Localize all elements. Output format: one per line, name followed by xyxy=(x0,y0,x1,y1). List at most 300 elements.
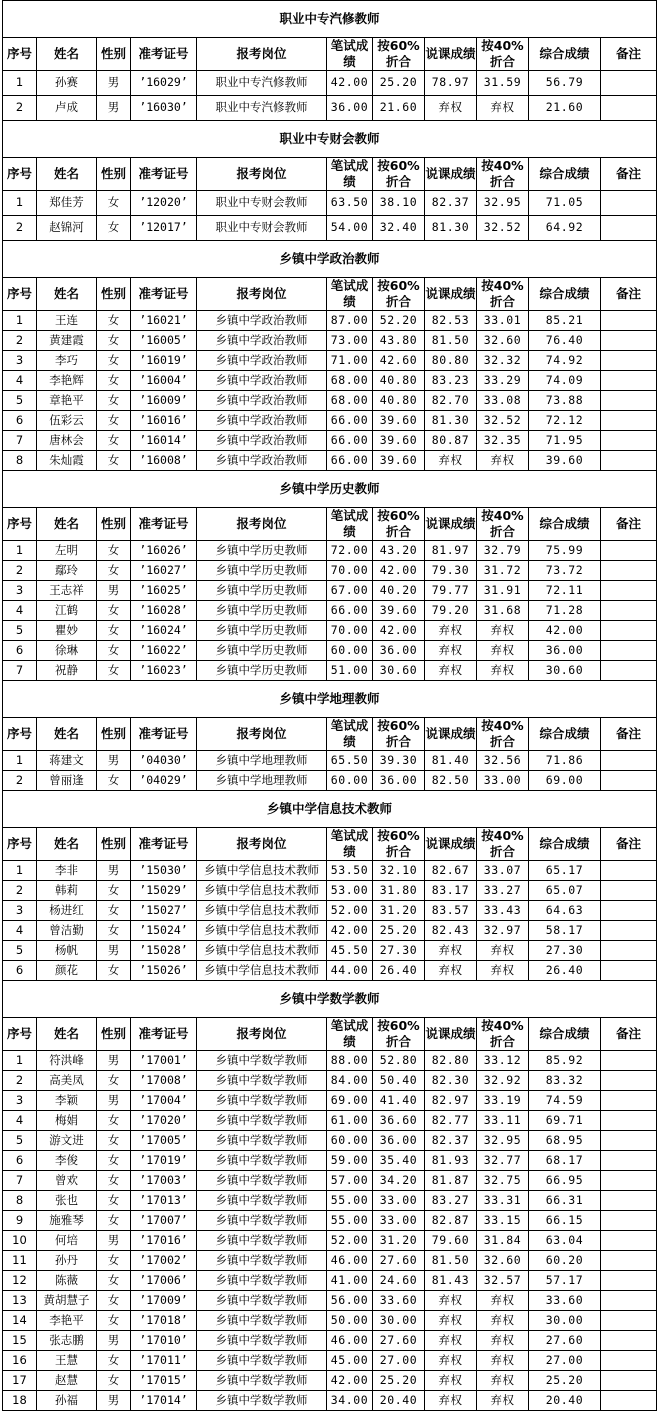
table-row xyxy=(3,216,657,241)
row-gender: 女 xyxy=(97,311,131,331)
row-lecture-score: 82.97 xyxy=(425,1091,477,1111)
table-row xyxy=(3,451,657,471)
row-lecture-40pct: 32.92 xyxy=(477,1071,529,1091)
row-position: 职业中专财会教师 xyxy=(197,216,327,241)
row-name: 王连 xyxy=(37,311,97,331)
row-total-score: 42.00 xyxy=(529,621,601,641)
row-ticket: ’15024’ xyxy=(131,921,197,941)
row-position: 职业中专财会教师 xyxy=(197,191,327,216)
row-total-score: 27.60 xyxy=(529,1331,601,1351)
row-total-score: 85.21 xyxy=(529,311,601,331)
section-title-row xyxy=(3,981,657,1018)
table-row xyxy=(3,881,657,901)
table-row xyxy=(3,861,657,881)
section-title-row xyxy=(3,241,657,278)
row-written-60pct: 31.20 xyxy=(373,1231,425,1251)
row-position: 乡镇中学数学教师 xyxy=(197,1291,327,1311)
row-gender: 女 xyxy=(97,881,131,901)
row-total-score: 83.32 xyxy=(529,1071,601,1091)
row-ticket: ’17008’ xyxy=(131,1071,197,1091)
header-lecture-score: 说课成绩 xyxy=(425,718,477,751)
header-remark: 备注 xyxy=(601,1018,657,1051)
row-gender: 女 xyxy=(97,641,131,661)
row-written-60pct: 39.60 xyxy=(373,451,425,471)
row-total-score: 69.00 xyxy=(529,771,601,791)
row-total-score: 66.15 xyxy=(529,1211,601,1231)
row-gender: 男 xyxy=(97,1231,131,1251)
row-written-60pct: 31.20 xyxy=(373,901,425,921)
section-title: 乡镇中学地理教师 xyxy=(3,681,657,718)
row-position: 乡镇中学信息技术教师 xyxy=(197,901,327,921)
row-total-score: 26.40 xyxy=(529,961,601,981)
section-table xyxy=(2,0,657,121)
header-name: 姓名 xyxy=(37,828,97,861)
row-seq: 6 xyxy=(3,411,37,431)
row-remark xyxy=(601,1251,657,1271)
row-seq: 8 xyxy=(3,451,37,471)
table-row xyxy=(3,1291,657,1311)
row-written-60pct: 31.80 xyxy=(373,881,425,901)
row-written-score: 36.00 xyxy=(327,96,373,121)
header-position: 报考岗位 xyxy=(197,718,327,751)
row-gender: 女 xyxy=(97,661,131,681)
row-position: 乡镇中学历史教师 xyxy=(197,601,327,621)
row-written-60pct: 35.40 xyxy=(373,1151,425,1171)
row-written-score: 66.00 xyxy=(327,601,373,621)
row-written-score: 55.00 xyxy=(327,1191,373,1211)
row-name: 徐琳 xyxy=(37,641,97,661)
row-position: 乡镇中学数学教师 xyxy=(197,1051,327,1071)
header-row xyxy=(3,508,657,541)
row-seq: 6 xyxy=(3,1151,37,1171)
row-lecture-40pct: 弃权 xyxy=(477,1351,529,1371)
row-name: 韩莉 xyxy=(37,881,97,901)
row-written-60pct: 24.60 xyxy=(373,1271,425,1291)
row-seq: 7 xyxy=(3,431,37,451)
row-position: 乡镇中学数学教师 xyxy=(197,1351,327,1371)
row-written-60pct: 30.00 xyxy=(373,1311,425,1331)
row-ticket: ’17011’ xyxy=(131,1351,197,1371)
row-name: 伍彩云 xyxy=(37,411,97,431)
row-ticket: ’16008’ xyxy=(131,451,197,471)
table-row xyxy=(3,621,657,641)
row-gender: 男 xyxy=(97,1051,131,1071)
row-seq: 15 xyxy=(3,1331,37,1351)
row-position: 职业中专汽修教师 xyxy=(197,96,327,121)
row-seq: 7 xyxy=(3,1171,37,1191)
row-written-score: 60.00 xyxy=(327,641,373,661)
header-lecture-40pct: 按40%折合 xyxy=(477,828,529,861)
row-lecture-score: 弃权 xyxy=(425,1311,477,1331)
row-name: 杨进红 xyxy=(37,901,97,921)
table-row xyxy=(3,1371,657,1391)
row-position: 乡镇中学政治教师 xyxy=(197,311,327,331)
header-row xyxy=(3,1018,657,1051)
section-title: 乡镇中学数学教师 xyxy=(3,981,657,1018)
row-written-score: 54.00 xyxy=(327,216,373,241)
row-ticket: ’12020’ xyxy=(131,191,197,216)
row-lecture-score: 82.77 xyxy=(425,1111,477,1131)
row-seq: 3 xyxy=(3,351,37,371)
table-row xyxy=(3,1251,657,1271)
table-row xyxy=(3,96,657,121)
row-written-60pct: 25.20 xyxy=(373,71,425,96)
table-row xyxy=(3,1151,657,1171)
header-position: 报考岗位 xyxy=(197,1018,327,1051)
row-seq: 2 xyxy=(3,331,37,351)
header-name: 姓名 xyxy=(37,158,97,191)
row-seq: 18 xyxy=(3,1391,37,1411)
row-lecture-40pct: 32.97 xyxy=(477,921,529,941)
row-lecture-40pct: 32.52 xyxy=(477,216,529,241)
row-ticket: ’16021’ xyxy=(131,311,197,331)
header-remark: 备注 xyxy=(601,718,657,751)
row-ticket: ’04030’ xyxy=(131,751,197,771)
row-remark xyxy=(601,581,657,601)
row-written-score: 72.00 xyxy=(327,541,373,561)
row-name: 李颖 xyxy=(37,1091,97,1111)
row-lecture-40pct: 32.52 xyxy=(477,411,529,431)
row-gender: 男 xyxy=(97,751,131,771)
header-gender: 性别 xyxy=(97,718,131,751)
section-title-row xyxy=(3,1,657,38)
header-total-score: 综合成绩 xyxy=(529,1018,601,1051)
row-lecture-40pct: 31.72 xyxy=(477,561,529,581)
row-name: 黄胡慧子 xyxy=(37,1291,97,1311)
row-total-score: 71.86 xyxy=(529,751,601,771)
row-written-60pct: 27.30 xyxy=(373,941,425,961)
row-lecture-40pct: 弃权 xyxy=(477,1331,529,1351)
row-remark xyxy=(601,1271,657,1291)
row-seq: 6 xyxy=(3,961,37,981)
row-seq: 5 xyxy=(3,1131,37,1151)
row-ticket: ’17010’ xyxy=(131,1331,197,1351)
row-written-60pct: 39.60 xyxy=(373,411,425,431)
row-position: 乡镇中学数学教师 xyxy=(197,1311,327,1331)
row-written-score: 52.00 xyxy=(327,901,373,921)
row-gender: 女 xyxy=(97,1191,131,1211)
row-written-score: 51.00 xyxy=(327,661,373,681)
header-seq: 序号 xyxy=(3,278,37,311)
table-row xyxy=(3,371,657,391)
table-row xyxy=(3,1191,657,1211)
row-lecture-40pct: 弃权 xyxy=(477,961,529,981)
row-seq: 11 xyxy=(3,1251,37,1271)
row-seq: 1 xyxy=(3,541,37,561)
row-position: 乡镇中学数学教师 xyxy=(197,1111,327,1131)
row-total-score: 71.05 xyxy=(529,191,601,216)
row-seq: 1 xyxy=(3,1051,37,1071)
row-ticket: ’15029’ xyxy=(131,881,197,901)
row-ticket: ’16016’ xyxy=(131,411,197,431)
row-lecture-40pct: 弃权 xyxy=(477,941,529,961)
row-seq: 12 xyxy=(3,1271,37,1291)
row-name: 祝静 xyxy=(37,661,97,681)
row-position: 乡镇中学数学教师 xyxy=(197,1171,327,1191)
row-seq: 16 xyxy=(3,1351,37,1371)
row-position: 乡镇中学数学教师 xyxy=(197,1271,327,1291)
row-position: 职业中专汽修教师 xyxy=(197,71,327,96)
row-remark xyxy=(601,1371,657,1391)
row-written-score: 46.00 xyxy=(327,1251,373,1271)
row-ticket: ’16025’ xyxy=(131,581,197,601)
row-position: 乡镇中学数学教师 xyxy=(197,1331,327,1351)
row-ticket: ’15026’ xyxy=(131,961,197,981)
row-written-60pct: 36.00 xyxy=(373,771,425,791)
row-name: 瞿妙 xyxy=(37,621,97,641)
table-row xyxy=(3,1231,657,1251)
header-lecture-score: 说课成绩 xyxy=(425,278,477,311)
row-total-score: 74.59 xyxy=(529,1091,601,1111)
section-title: 职业中专汽修教师 xyxy=(3,1,657,38)
table-row xyxy=(3,1071,657,1091)
header-gender: 性别 xyxy=(97,158,131,191)
row-ticket: ’17013’ xyxy=(131,1191,197,1211)
row-written-score: 65.50 xyxy=(327,751,373,771)
table-row xyxy=(3,601,657,621)
row-written-score: 44.00 xyxy=(327,961,373,981)
row-name: 何培 xyxy=(37,1231,97,1251)
row-name: 鄢玲 xyxy=(37,561,97,581)
row-total-score: 71.28 xyxy=(529,601,601,621)
row-name: 赵慧 xyxy=(37,1371,97,1391)
row-written-score: 68.00 xyxy=(327,371,373,391)
table-row xyxy=(3,331,657,351)
row-written-score: 66.00 xyxy=(327,411,373,431)
header-written-60pct: 按60%折合 xyxy=(373,158,425,191)
header-row xyxy=(3,158,657,191)
row-lecture-40pct: 32.57 xyxy=(477,1271,529,1291)
header-lecture-40pct: 按40%折合 xyxy=(477,1018,529,1051)
row-written-60pct: 25.20 xyxy=(373,921,425,941)
row-lecture-score: 82.80 xyxy=(425,1051,477,1071)
row-written-60pct: 36.60 xyxy=(373,1111,425,1131)
row-seq: 4 xyxy=(3,1111,37,1131)
row-written-60pct: 52.80 xyxy=(373,1051,425,1071)
row-seq: 2 xyxy=(3,96,37,121)
table-row xyxy=(3,1111,657,1131)
row-lecture-40pct: 31.84 xyxy=(477,1231,529,1251)
row-written-60pct: 40.20 xyxy=(373,581,425,601)
row-total-score: 76.40 xyxy=(529,331,601,351)
row-total-score: 69.71 xyxy=(529,1111,601,1131)
header-ticket: 准考证号 xyxy=(131,718,197,751)
header-remark: 备注 xyxy=(601,158,657,191)
section-table xyxy=(2,470,657,681)
header-gender: 性别 xyxy=(97,508,131,541)
row-lecture-40pct: 弃权 xyxy=(477,1391,529,1411)
table-row xyxy=(3,1391,657,1411)
row-position: 乡镇中学信息技术教师 xyxy=(197,861,327,881)
row-seq: 9 xyxy=(3,1211,37,1231)
header-name: 姓名 xyxy=(37,278,97,311)
row-ticket: ’16030’ xyxy=(131,96,197,121)
row-written-60pct: 39.60 xyxy=(373,431,425,451)
row-written-score: 66.00 xyxy=(327,451,373,471)
header-total-score: 综合成绩 xyxy=(529,38,601,71)
table-row xyxy=(3,921,657,941)
row-gender: 女 xyxy=(97,1311,131,1331)
row-seq: 2 xyxy=(3,771,37,791)
header-ticket: 准考证号 xyxy=(131,38,197,71)
row-position: 乡镇中学政治教师 xyxy=(197,431,327,451)
header-written-60pct: 按60%折合 xyxy=(373,828,425,861)
row-lecture-40pct: 33.43 xyxy=(477,901,529,921)
header-position: 报考岗位 xyxy=(197,158,327,191)
row-name: 颜花 xyxy=(37,961,97,981)
row-total-score: 64.92 xyxy=(529,216,601,241)
row-lecture-score: 79.30 xyxy=(425,561,477,581)
row-seq: 5 xyxy=(3,941,37,961)
row-lecture-40pct: 32.77 xyxy=(477,1151,529,1171)
row-lecture-40pct: 弃权 xyxy=(477,1311,529,1331)
header-name: 姓名 xyxy=(37,508,97,541)
row-gender: 女 xyxy=(97,961,131,981)
header-written-60pct: 按60%折合 xyxy=(373,278,425,311)
row-ticket: ’16004’ xyxy=(131,371,197,391)
row-name: 张也 xyxy=(37,1191,97,1211)
row-lecture-score: 81.30 xyxy=(425,411,477,431)
row-position: 乡镇中学信息技术教师 xyxy=(197,921,327,941)
row-written-60pct: 27.00 xyxy=(373,1351,425,1371)
row-written-score: 42.00 xyxy=(327,921,373,941)
row-written-60pct: 39.30 xyxy=(373,751,425,771)
section-table xyxy=(2,980,657,1411)
row-lecture-score: 81.43 xyxy=(425,1271,477,1291)
score-document xyxy=(2,0,656,1411)
table-row xyxy=(3,1311,657,1331)
row-total-score: 56.79 xyxy=(529,71,601,96)
header-lecture-40pct: 按40%折合 xyxy=(477,508,529,541)
header-ticket: 准考证号 xyxy=(131,278,197,311)
row-written-score: 34.00 xyxy=(327,1391,373,1411)
row-position: 乡镇中学信息技术教师 xyxy=(197,941,327,961)
row-written-score: 73.00 xyxy=(327,331,373,351)
row-written-60pct: 42.00 xyxy=(373,561,425,581)
row-remark xyxy=(601,431,657,451)
row-name: 梅娟 xyxy=(37,1111,97,1131)
header-written-score: 笔试成绩 xyxy=(327,718,373,751)
row-name: 高美凤 xyxy=(37,1071,97,1091)
table-row xyxy=(3,1211,657,1231)
row-written-score: 70.00 xyxy=(327,561,373,581)
header-position: 报考岗位 xyxy=(197,828,327,861)
row-ticket: ’16023’ xyxy=(131,661,197,681)
table-row xyxy=(3,1271,657,1291)
row-lecture-score: 82.70 xyxy=(425,391,477,411)
row-position: 乡镇中学数学教师 xyxy=(197,1251,327,1271)
row-position: 乡镇中学数学教师 xyxy=(197,1071,327,1091)
row-seq: 8 xyxy=(3,1191,37,1211)
row-written-60pct: 39.60 xyxy=(373,601,425,621)
table-row xyxy=(3,961,657,981)
header-written-score: 笔试成绩 xyxy=(327,278,373,311)
row-remark xyxy=(601,1111,657,1131)
table-row xyxy=(3,1131,657,1151)
row-gender: 女 xyxy=(97,411,131,431)
row-remark xyxy=(601,351,657,371)
header-position: 报考岗位 xyxy=(197,278,327,311)
header-total-score: 综合成绩 xyxy=(529,508,601,541)
row-ticket: ’17007’ xyxy=(131,1211,197,1231)
row-ticket: ’17020’ xyxy=(131,1111,197,1131)
row-name: 李巧 xyxy=(37,351,97,371)
row-lecture-score: 82.87 xyxy=(425,1211,477,1231)
row-ticket: ’15028’ xyxy=(131,941,197,961)
row-seq: 2 xyxy=(3,561,37,581)
row-seq: 4 xyxy=(3,601,37,621)
row-gender: 女 xyxy=(97,431,131,451)
row-gender: 女 xyxy=(97,541,131,561)
header-name: 姓名 xyxy=(37,1018,97,1051)
header-lecture-score: 说课成绩 xyxy=(425,508,477,541)
table-row xyxy=(3,431,657,451)
header-seq: 序号 xyxy=(3,158,37,191)
row-written-60pct: 20.40 xyxy=(373,1391,425,1411)
row-name: 孙福 xyxy=(37,1391,97,1411)
row-lecture-40pct: 33.19 xyxy=(477,1091,529,1111)
row-name: 蒋建文 xyxy=(37,751,97,771)
row-lecture-40pct: 33.07 xyxy=(477,861,529,881)
row-lecture-score: 82.37 xyxy=(425,1131,477,1151)
row-written-60pct: 41.40 xyxy=(373,1091,425,1111)
row-position: 乡镇中学历史教师 xyxy=(197,641,327,661)
header-written-60pct: 按60%折合 xyxy=(373,718,425,751)
row-total-score: 21.60 xyxy=(529,96,601,121)
section-table xyxy=(2,790,657,981)
row-total-score: 63.04 xyxy=(529,1231,601,1251)
header-ticket: 准考证号 xyxy=(131,1018,197,1051)
row-lecture-40pct: 弃权 xyxy=(477,451,529,471)
header-remark: 备注 xyxy=(601,508,657,541)
row-ticket: ’16014’ xyxy=(131,431,197,451)
row-lecture-40pct: 32.32 xyxy=(477,351,529,371)
header-ticket: 准考证号 xyxy=(131,828,197,861)
row-remark xyxy=(601,331,657,351)
row-written-score: 50.00 xyxy=(327,1311,373,1331)
row-position: 乡镇中学数学教师 xyxy=(197,1151,327,1171)
row-lecture-40pct: 32.60 xyxy=(477,331,529,351)
row-total-score: 33.60 xyxy=(529,1291,601,1311)
row-written-60pct: 33.00 xyxy=(373,1211,425,1231)
row-lecture-score: 82.53 xyxy=(425,311,477,331)
section-title-row xyxy=(3,471,657,508)
row-name: 黄建霞 xyxy=(37,331,97,351)
header-ticket: 准考证号 xyxy=(131,158,197,191)
row-lecture-40pct: 32.60 xyxy=(477,1251,529,1271)
row-seq: 17 xyxy=(3,1371,37,1391)
row-written-score: 41.00 xyxy=(327,1271,373,1291)
row-lecture-40pct: 32.35 xyxy=(477,431,529,451)
row-ticket: ’16028’ xyxy=(131,601,197,621)
row-written-score: 70.00 xyxy=(327,621,373,641)
row-written-60pct: 42.00 xyxy=(373,621,425,641)
section-title: 乡镇中学政治教师 xyxy=(3,241,657,278)
row-written-score: 56.00 xyxy=(327,1291,373,1311)
row-lecture-40pct: 31.91 xyxy=(477,581,529,601)
row-remark xyxy=(601,391,657,411)
row-written-score: 57.00 xyxy=(327,1171,373,1191)
row-ticket: ’17001’ xyxy=(131,1051,197,1071)
row-gender: 女 xyxy=(97,1371,131,1391)
row-name: 朱灿霞 xyxy=(37,451,97,471)
row-written-score: 59.00 xyxy=(327,1151,373,1171)
header-lecture-40pct: 按40%折合 xyxy=(477,278,529,311)
row-gender: 女 xyxy=(97,621,131,641)
row-ticket: ’17019’ xyxy=(131,1151,197,1171)
row-lecture-score: 弃权 xyxy=(425,1391,477,1411)
row-lecture-score: 82.43 xyxy=(425,921,477,941)
